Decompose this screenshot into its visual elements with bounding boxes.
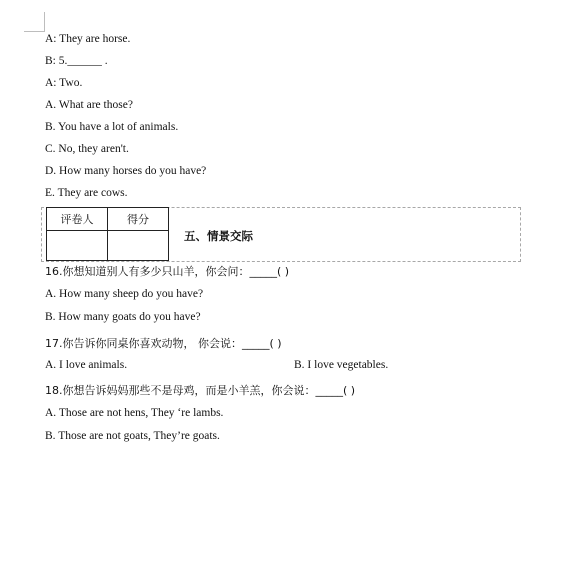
answer-option-b: B. You have a lot of animals.: [45, 121, 179, 133]
page-corner-mark: [44, 12, 45, 32]
question-16-prompt: 16.你想知道别人有多少只山羊，你会问：_____( ): [45, 265, 290, 278]
answer-option-e: E. They are cows.: [45, 187, 128, 199]
question-18-option-b: B. Those are not goats, They’re goats.: [45, 430, 220, 442]
question-17-prompt: 17.你告诉你同桌你喜欢动物， 你会说：_____( ): [45, 337, 282, 350]
answer-option-d: D. How many horses do you have?: [45, 165, 207, 177]
dialog-line-b5: B: 5.______ .: [45, 55, 108, 67]
question-17-option-b: B. I love vegetables.: [294, 359, 389, 371]
question-16-option-a: A. How many sheep do you have?: [45, 288, 204, 300]
score-table-score-header: 得分: [108, 208, 169, 231]
page-corner-mark: [24, 31, 44, 32]
score-table: [46, 207, 169, 261]
score-table-reviewer-header: 评卷人: [47, 208, 108, 231]
dialog-line-a2: A: Two.: [45, 77, 83, 89]
score-table-reviewer-cell: [47, 231, 108, 261]
question-18-option-a: A. Those are not hens, They ‘re lambs.: [45, 407, 224, 419]
dialog-line-a1: A: They are horse.: [45, 33, 131, 45]
score-table-score-cell: [108, 231, 169, 261]
answer-option-c: C. No, they aren't.: [45, 143, 129, 155]
question-16-option-b: B. How many goats do you have?: [45, 311, 201, 323]
question-18-prompt: 18.你想告诉妈妈那些不是母鸡，而是小羊羔，你会说：_____( ): [45, 384, 356, 397]
question-17-option-a: A. I love animals.: [45, 359, 128, 371]
section-title: 五、情景交际: [184, 229, 253, 243]
answer-option-a: A. What are those?: [45, 99, 133, 111]
